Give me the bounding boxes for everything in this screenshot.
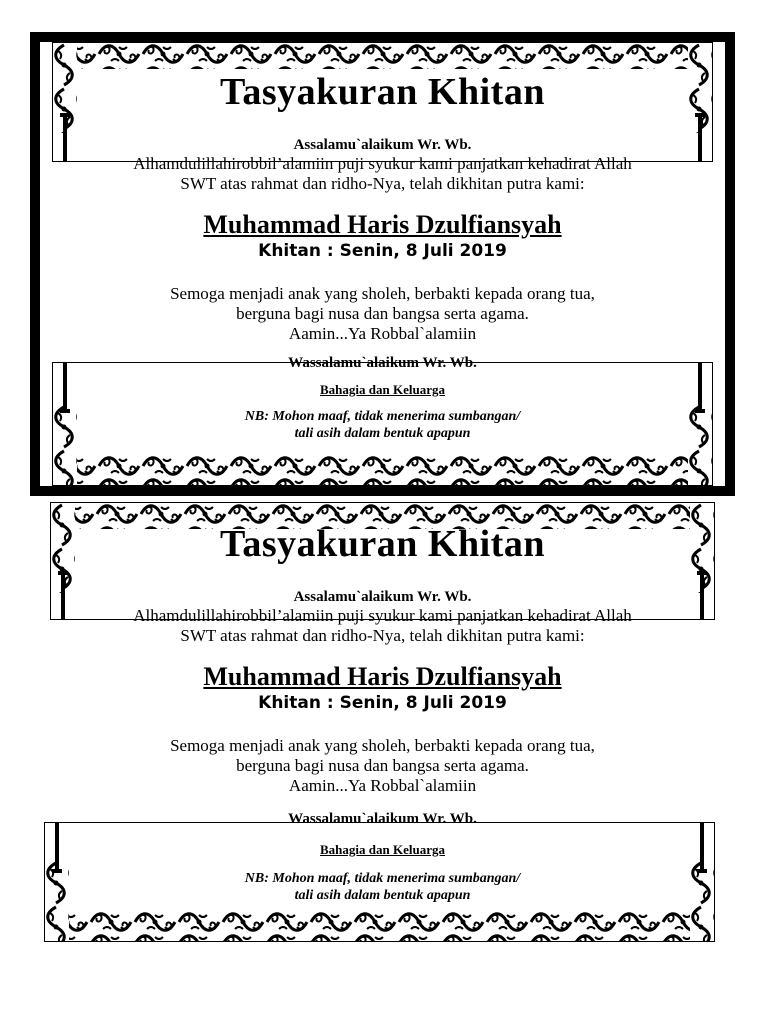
wish-line-1: Semoga menjadi anak yang sholeh, berbakti kepada orang tua, <box>170 284 595 303</box>
intro-line-1: Alhamdulillahirobbil’alamiin puji syukur kami panjatkan kehadirat Allah <box>133 154 632 173</box>
nb-line-2: tali asih dalam bentuk apapun <box>294 426 471 441</box>
wish-line-3: Aamin...Ya Robbal`alamiin <box>288 324 477 343</box>
greeting: Assalamu`alaikum Wr. Wb. <box>293 589 472 605</box>
event-date: Khitan : Senin, 8 Juli 2019 <box>258 241 507 261</box>
card-text <box>30 522 735 904</box>
wish-line-3: Aamin...Ya Robbal`alamiin <box>288 776 477 795</box>
floral-border-bottom-icon <box>53 455 712 485</box>
family-signature: Bahagia dan Keluarga <box>320 842 445 857</box>
floral-border-bottom-icon <box>45 911 714 941</box>
nb-line-1: NB: Mohon maaf, tidak menerima sumbangan/ <box>244 409 521 424</box>
intro-line-2: SWT atas rahmat dan ridho-Nya, telah dikhitan putra kami: <box>180 174 585 193</box>
closing: Wassalamu`alaikum Wr. Wb. <box>288 355 477 371</box>
child-name: Muhammad Haris Dzulfiansyah <box>203 662 562 691</box>
intro-line-1: Alhamdulillahirobbil’alamiin puji syukur kami panjatkan kehadirat Allah <box>133 606 632 625</box>
family-signature: Bahagia dan Keluarga <box>320 382 445 397</box>
wish-line-2: berguna bagi nusa dan bangsa serta agama. <box>236 304 529 323</box>
greeting: Assalamu`alaikum Wr. Wb. <box>293 137 472 153</box>
event-date: Khitan : Senin, 8 Juli 2019 <box>258 693 507 713</box>
wish-line-1: Semoga menjadi anak yang sholeh, berbakti kepada orang tua, <box>170 736 595 755</box>
invitation-card-1 <box>30 32 735 496</box>
wish-line-2: berguna bagi nusa dan bangsa serta agama. <box>236 756 529 775</box>
card-title: Tasyakuran Khitan <box>220 523 545 565</box>
child-name: Muhammad Haris Dzulfiansyah <box>203 210 562 239</box>
intro-line-2: SWT atas rahmat dan ridho-Nya, telah dikhitan putra kami: <box>180 626 585 645</box>
invitation-card-2 <box>30 500 735 944</box>
closing: Wassalamu`alaikum Wr. Wb. <box>288 811 477 827</box>
floral-border-top-icon <box>53 43 712 69</box>
nb-line-2: tali asih dalam bentuk apapun <box>294 888 471 903</box>
card-text <box>30 70 735 442</box>
card-title: Tasyakuran Khitan <box>220 71 545 113</box>
nb-line-1: NB: Mohon maaf, tidak menerima sumbangan/ <box>244 871 521 886</box>
